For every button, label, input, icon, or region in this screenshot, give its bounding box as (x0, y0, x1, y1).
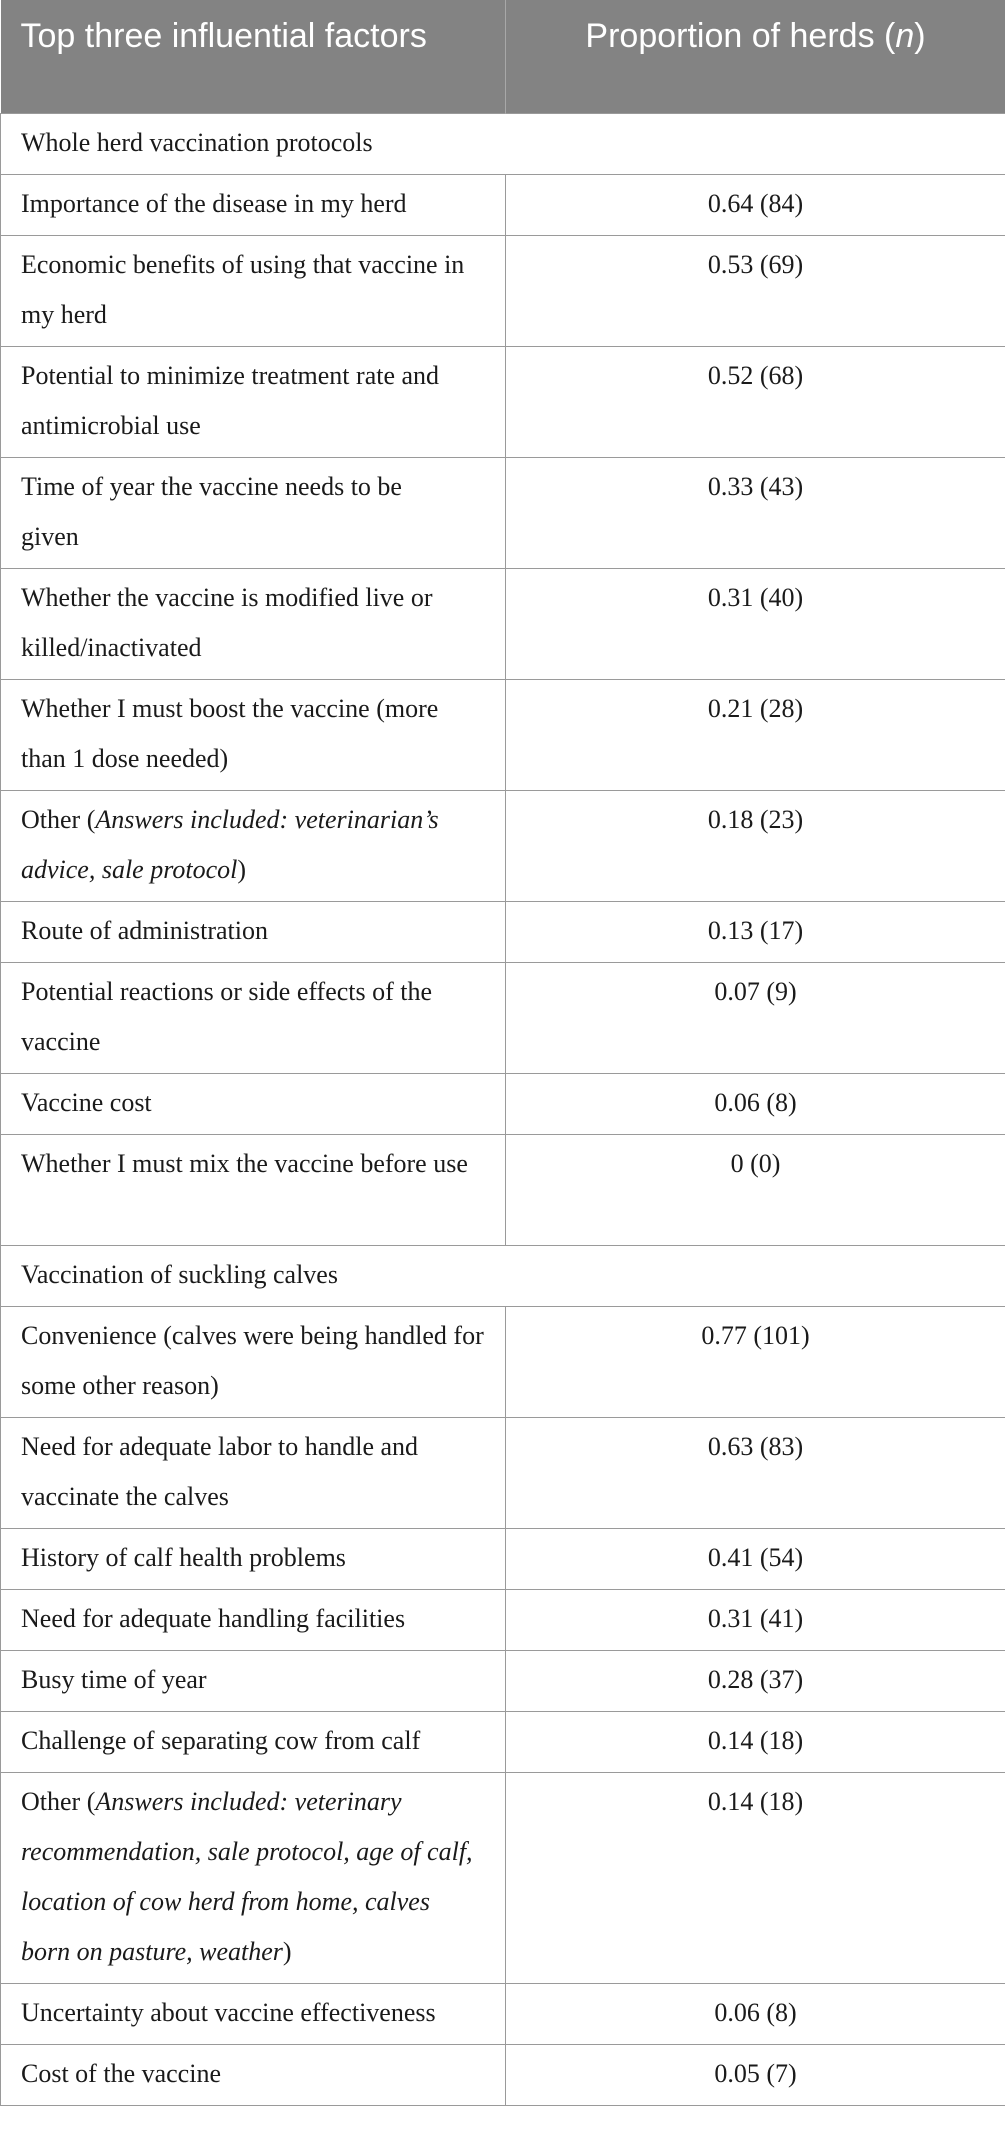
value-cell: 0.41 (54) (506, 1528, 1005, 1589)
section-row-whole-herd (1, 113, 1005, 174)
value-cell: 0.77 (101) (506, 1306, 1005, 1417)
factor-cell: Economic benefits of using that vaccine in my herd (1, 235, 506, 346)
factor-suffix: ) (237, 854, 247, 884)
value-cell: 0.33 (43) (506, 457, 1005, 568)
table-row (1, 1711, 1005, 1772)
header-proportion (506, 0, 1005, 113)
factor-cell: Challenge of separating cow from calf (1, 1711, 506, 1772)
table-row (1, 790, 1005, 901)
table-row (1, 346, 1005, 457)
section-row-suckling-calves (1, 1245, 1005, 1306)
factor-cell: Potential to minimize treatment rate and antimicrobial use (1, 346, 506, 457)
table-row (1, 1772, 1005, 1983)
section-title: Whole herd vaccination protocols (1, 113, 1005, 174)
table-row (1, 1073, 1005, 1134)
table-row (1, 1306, 1005, 1417)
factor-cell: Convenience (calves were being handled for some other reason) (1, 1306, 506, 1417)
table-row (1, 1983, 1005, 2044)
value-cell: 0.05 (7) (506, 2044, 1005, 2105)
value-cell: 0.14 (18) (506, 1772, 1005, 1983)
table-row (1, 174, 1005, 235)
factor-cell: Uncertainty about vaccine effectiveness (1, 1983, 506, 2044)
table-row (1, 1650, 1005, 1711)
value-cell: 0 (0) (506, 1134, 1005, 1245)
factor-cell: Importance of the disease in my herd (1, 174, 506, 235)
factor-prefix: Other ( (21, 1786, 96, 1816)
value-cell: 0.13 (17) (506, 901, 1005, 962)
header-proportion-suffix: ) (914, 17, 926, 55)
table-row (1, 1417, 1005, 1528)
table-row (1, 962, 1005, 1073)
factor-cell: Need for adequate labor to handle and vaccinate the calves (1, 1417, 506, 1528)
header-factors: Top three influential factors (1, 0, 506, 113)
value-cell: 0.14 (18) (506, 1711, 1005, 1772)
table-row (1, 679, 1005, 790)
table-row (1, 2044, 1005, 2105)
header-proportion-prefix: Proportion of herds ( (585, 17, 896, 55)
table-row (1, 1134, 1005, 1245)
factor-cell: Whether I must mix the vaccine before use (1, 1134, 506, 1245)
factor-cell: Cost of the vaccine (1, 2044, 506, 2105)
value-cell: 0.18 (23) (506, 790, 1005, 901)
section-title: Vaccination of suckling calves (1, 1245, 1005, 1306)
value-cell: 0.31 (40) (506, 568, 1005, 679)
value-cell: 0.06 (8) (506, 1073, 1005, 1134)
factor-cell (1, 790, 506, 901)
factor-cell (1, 1772, 506, 1983)
value-cell: 0.63 (83) (506, 1417, 1005, 1528)
value-cell: 0.52 (68) (506, 346, 1005, 457)
header-row (1, 0, 1005, 113)
value-cell: 0.06 (8) (506, 1983, 1005, 2044)
factor-cell: Whether the vaccine is modified live or killed/inactivated (1, 568, 506, 679)
factor-cell: Need for adequate handling facilities (1, 1589, 506, 1650)
table-row (1, 1528, 1005, 1589)
factor-cell: Route of administration (1, 901, 506, 962)
factor-italic: Answers included: veterinarian’s advice, sale protocol (21, 804, 439, 884)
value-cell: 0.31 (41) (506, 1589, 1005, 1650)
factor-italic: Answers included: veterinary recommendation, sale protocol, age of calf, location of cow herd from home, calves born on pasture, weather (21, 1786, 473, 1966)
table-row (1, 235, 1005, 346)
table-header (1, 0, 1005, 113)
factor-cell: History of calf health problems (1, 1528, 506, 1589)
factor-prefix: Other ( (21, 804, 96, 834)
header-proportion-n: n (895, 17, 915, 55)
value-cell: 0.28 (37) (506, 1650, 1005, 1711)
factor-cell: Potential reactions or side effects of the vaccine (1, 962, 506, 1073)
value-cell: 0.53 (69) (506, 235, 1005, 346)
factor-suffix: ) (282, 1936, 292, 1966)
table-body (1, 113, 1005, 2105)
table-row (1, 1589, 1005, 1650)
table-row (1, 901, 1005, 962)
value-cell: 0.07 (9) (506, 962, 1005, 1073)
factor-cell: Busy time of year (1, 1650, 506, 1711)
table-row (1, 457, 1005, 568)
value-cell: 0.21 (28) (506, 679, 1005, 790)
factor-cell: Vaccine cost (1, 1073, 506, 1134)
factor-cell: Time of year the vaccine needs to be given (1, 457, 506, 568)
factor-cell: Whether I must boost the vaccine (more than 1 dose needed) (1, 679, 506, 790)
value-cell: 0.64 (84) (506, 174, 1005, 235)
table-row (1, 568, 1005, 679)
